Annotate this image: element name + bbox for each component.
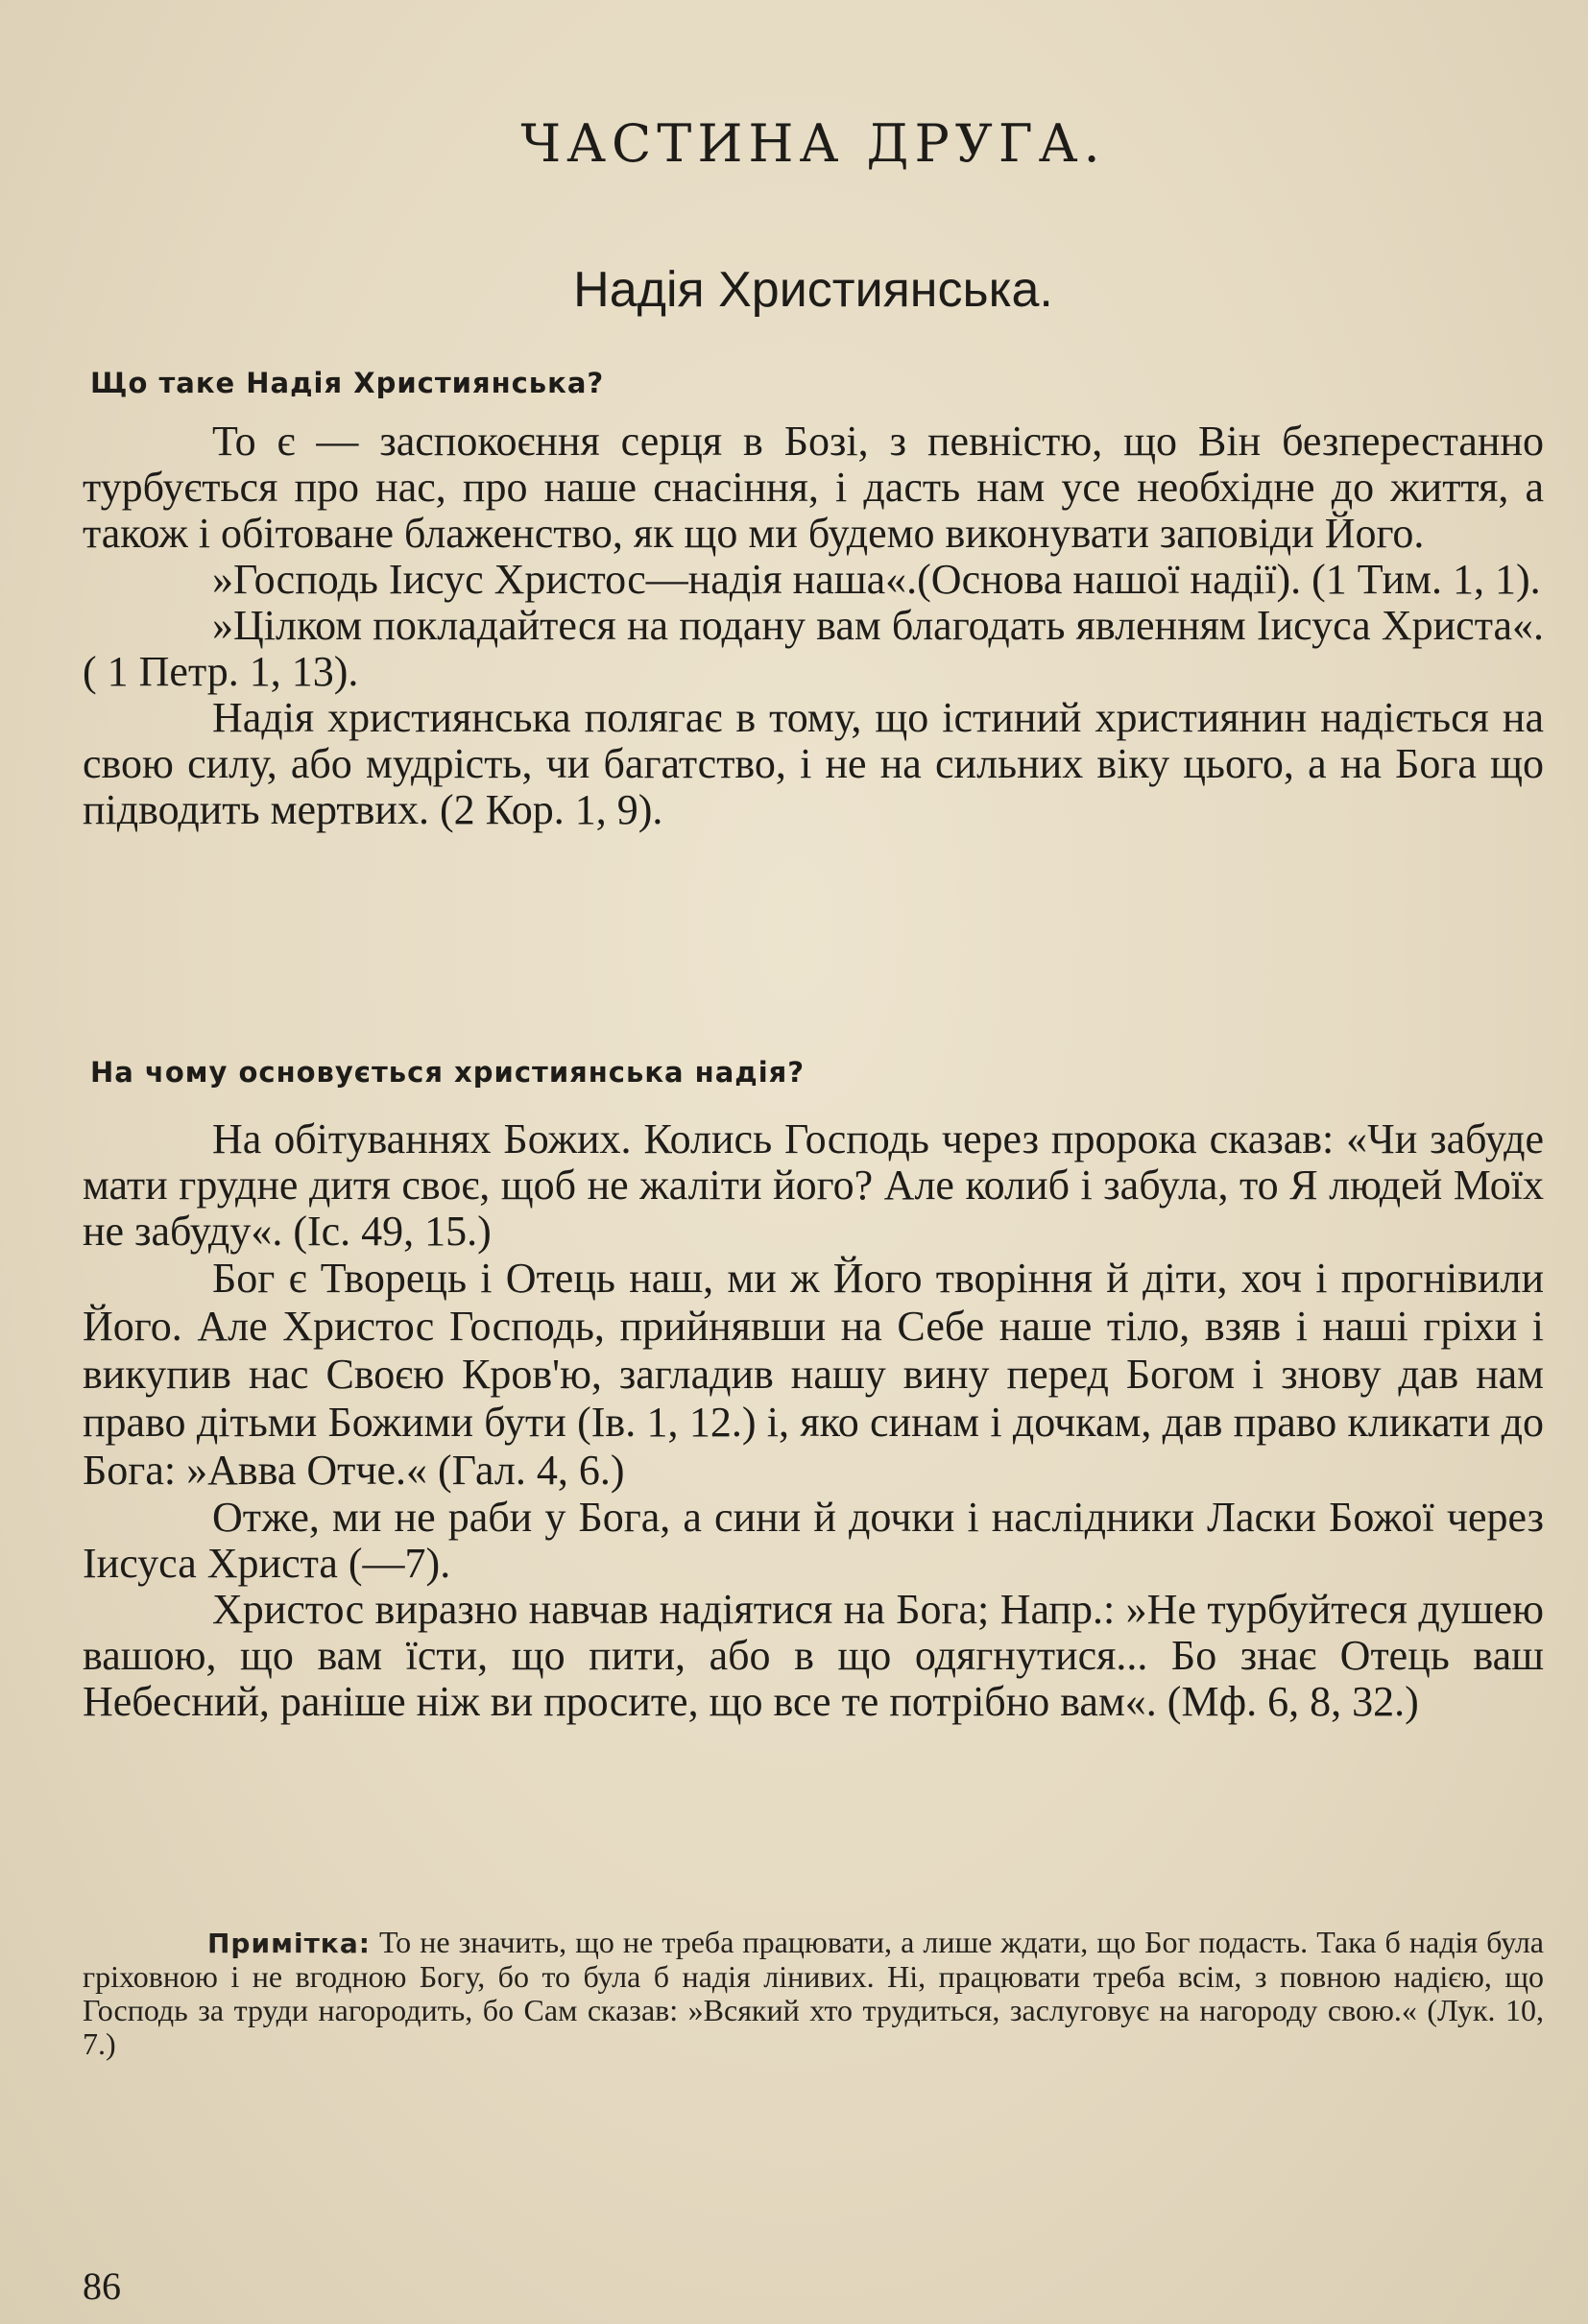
- paragraph: Надія християнська полягає в тому, що істиний християнин надіється на свою силу, або мудрість, чи багатство, і не на сильних віку цього, а на Бога що підводить мертвих. (2 Кор. 1, 9).: [83, 694, 1544, 833]
- question-heading-1: Що таке Надія Християнська?: [90, 367, 605, 399]
- paragraph: То є — заспокоєння серця в Бозі, з певністю, що Він безперестанно турбується про нас, про наше снасіння, і дасть нам усе необхідне до життя, а також і обітоване блаженство, як що ми будемо виконувати заповіди Його.: [83, 418, 1544, 557]
- answer-block-1: [83, 419, 1544, 833]
- answer-block-2: [83, 1116, 1544, 1725]
- footnote: [83, 1926, 1544, 2061]
- question-heading-2: На чому основується християнська надія?: [90, 1056, 806, 1089]
- paragraph: »Господь Іисус Христос—надія наша«.(Основа нашої надії). (1 Тим. 1, 1).: [212, 556, 1541, 603]
- part-title: ЧАСТИНА ДРУГА.: [520, 113, 1106, 174]
- footnote-text: То не значить, що не треба працювати, а лише ждати, що Бог подасть. Така б надія була гріховною і не вгодною Богу, бо то була б надія лінивих. Ні, працювати треба всім, з повною надією, що Господь за труди нагородить, бо Сам сказав: »Всякий хто трудиться, заслуговує на нагороду свою.« (Лук. 10, 7.): [83, 1925, 1545, 2061]
- paragraph: »Цілком покладайтеся на подану вам благодать явленням Іисуса Христа«. ( 1 Петр. 1, 13).: [83, 602, 1544, 695]
- paragraph: Христос виразно навчав надіятися на Бога; Напр.: »Не турбуйтеся душею вашою, що вам їсти, що пити, або в що одягнутися... Бо знає Отець ваш Небесний, раніше ніж ви просите, що все те потрібно вам«. (Мф. 6, 8, 32.): [83, 1586, 1544, 1725]
- page-number: 86: [83, 2264, 121, 2308]
- paragraph: Бог є Творець і Отець наш, ми ж Його творіння й діти, хоч і прогнівили Його. Але Христос Господь, прийнявши на Себе наше тіло, взяв і наші гріхи і викупив нас Своєю Кров'ю, загладив нашу вину перед Богом і знову дав нам право дітьми Божими бути (Ів. 1, 12.) і, яко синам і дочкам, дав право кликати до Бога: »Авва Отче.« (Гал. 4, 6.): [83, 1255, 1544, 1494]
- paragraph: Отже, ми не раби у Бога, а сини й дочки і наслідники Ласки Божої через Іисуса Христа (—7).: [83, 1494, 1544, 1587]
- paragraph: На обітуваннях Божих. Колись Господь через пророка сказав: «Чи забуде мати грудне дитя своє, щоб не жаліти його? Але колиб і забула, то Я людей Моїх не забуду«. (Іс. 49, 15.): [83, 1115, 1544, 1255]
- section-title: Надія Християнська.: [573, 262, 1053, 318]
- footnote-label: Примітка:: [207, 1928, 371, 1959]
